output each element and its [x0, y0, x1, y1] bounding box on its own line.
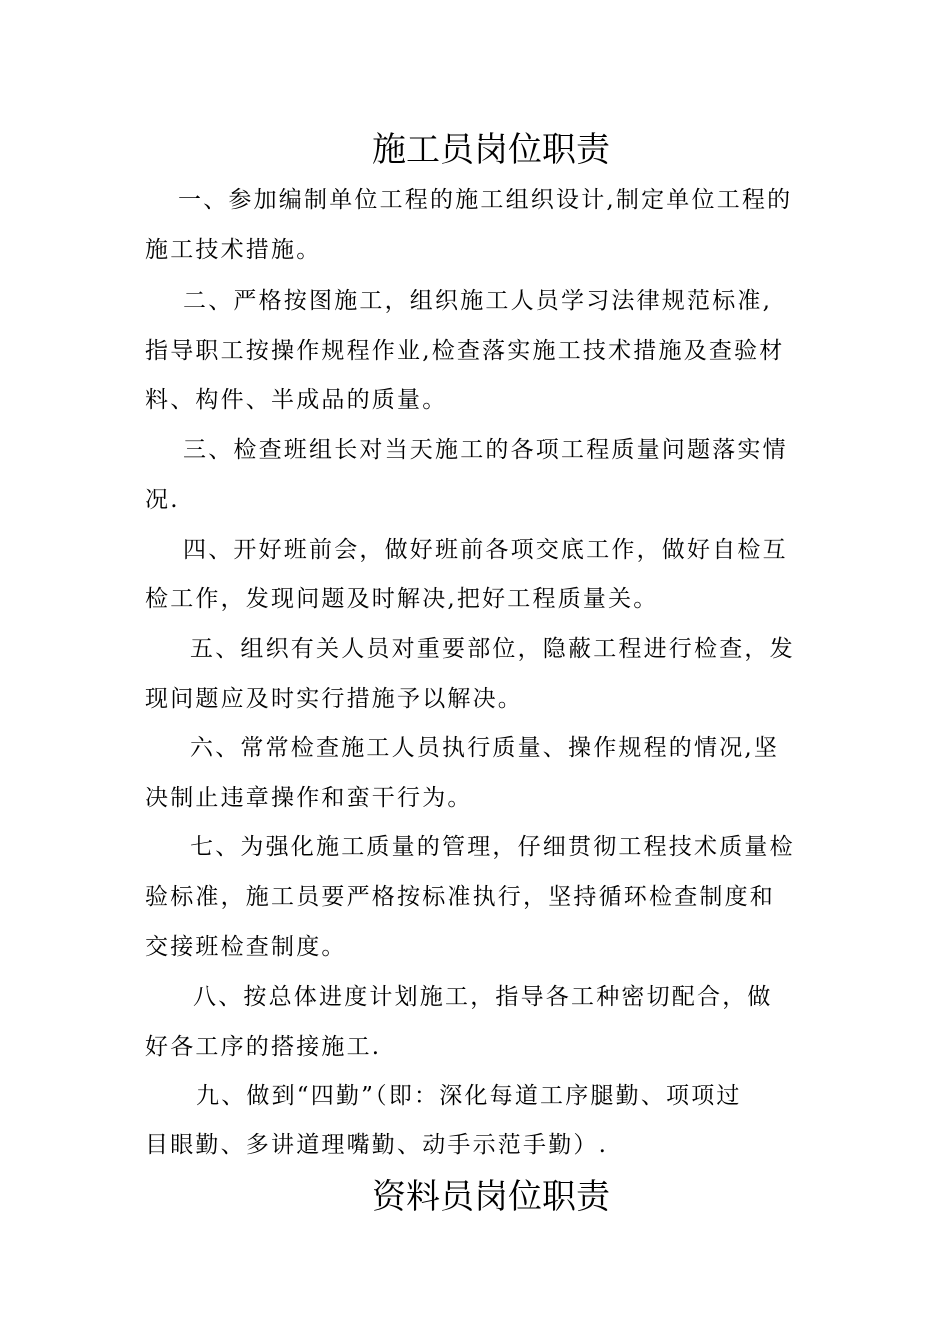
paragraph-4-line-1: 四、开好班前会，做好班前各项交底工作，做好自检互: [183, 537, 788, 563]
paragraph-2-line-2: 指导职工按操作规程作业,检查落实施工技术措施及查验材: [145, 338, 785, 364]
paragraph-8-line-1: 八、按总体进度计划施工，指导各工种密切配合，做: [193, 984, 773, 1010]
paragraph-2-line-1: 二、严格按图施工，组织施工人员学习法律规范标准,: [183, 288, 773, 314]
paragraph-6-line-2: 决制止违章操作和蛮干行为。: [145, 785, 473, 811]
paragraph-5-line-2: 现问题应及时实行措施予以解决。: [145, 686, 523, 712]
paragraph-8-line-2: 好各工序的搭接施工.: [145, 1034, 382, 1060]
paragraph-3-line-1: 三、检查班组长对当天施工的各项工程质量问题落实情: [183, 437, 788, 463]
paragraph-7-line-1: 七、为强化施工质量的管理，仔细贯彻工程技术质量检: [190, 834, 795, 860]
paragraph-9-line-2: 目眼勤、多讲道理嘴勤、动手示范手勤）.: [145, 1132, 609, 1158]
paragraph-2-line-3: 料、构件、半成品的质量。: [145, 387, 448, 413]
paragraph-1-line-1: 一、参加编制单位工程的施工组织设计,制定单位工程的: [178, 187, 793, 213]
paragraph-5-line-1: 五、组织有关人员对重要部位，隐蔽工程进行检查，发: [190, 636, 795, 662]
section-title-construction-staff: 施工员岗位职责: [372, 130, 610, 170]
paragraph-3-line-2: 况.: [145, 487, 180, 513]
paragraph-1-line-2: 施工技术措施。: [145, 237, 322, 263]
paragraph-7-line-3: 交接班检查制度。: [145, 934, 347, 960]
paragraph-4-line-2: 检工作，发现问题及时解决,把好工程质量关。: [145, 586, 659, 612]
paragraph-6-line-1: 六、常常检查施工人员执行质量、操作规程的情况,坚: [190, 735, 780, 761]
paragraph-9-line-1: 九、做到“四勤”（即：深化每道工序腿勤、项项过: [196, 1083, 742, 1109]
section-title-document-staff: 资料员岗位职责: [372, 1177, 610, 1217]
paragraph-7-line-2: 验标准，施工员要严格按标准执行，坚持循环检查制度和: [145, 884, 775, 910]
